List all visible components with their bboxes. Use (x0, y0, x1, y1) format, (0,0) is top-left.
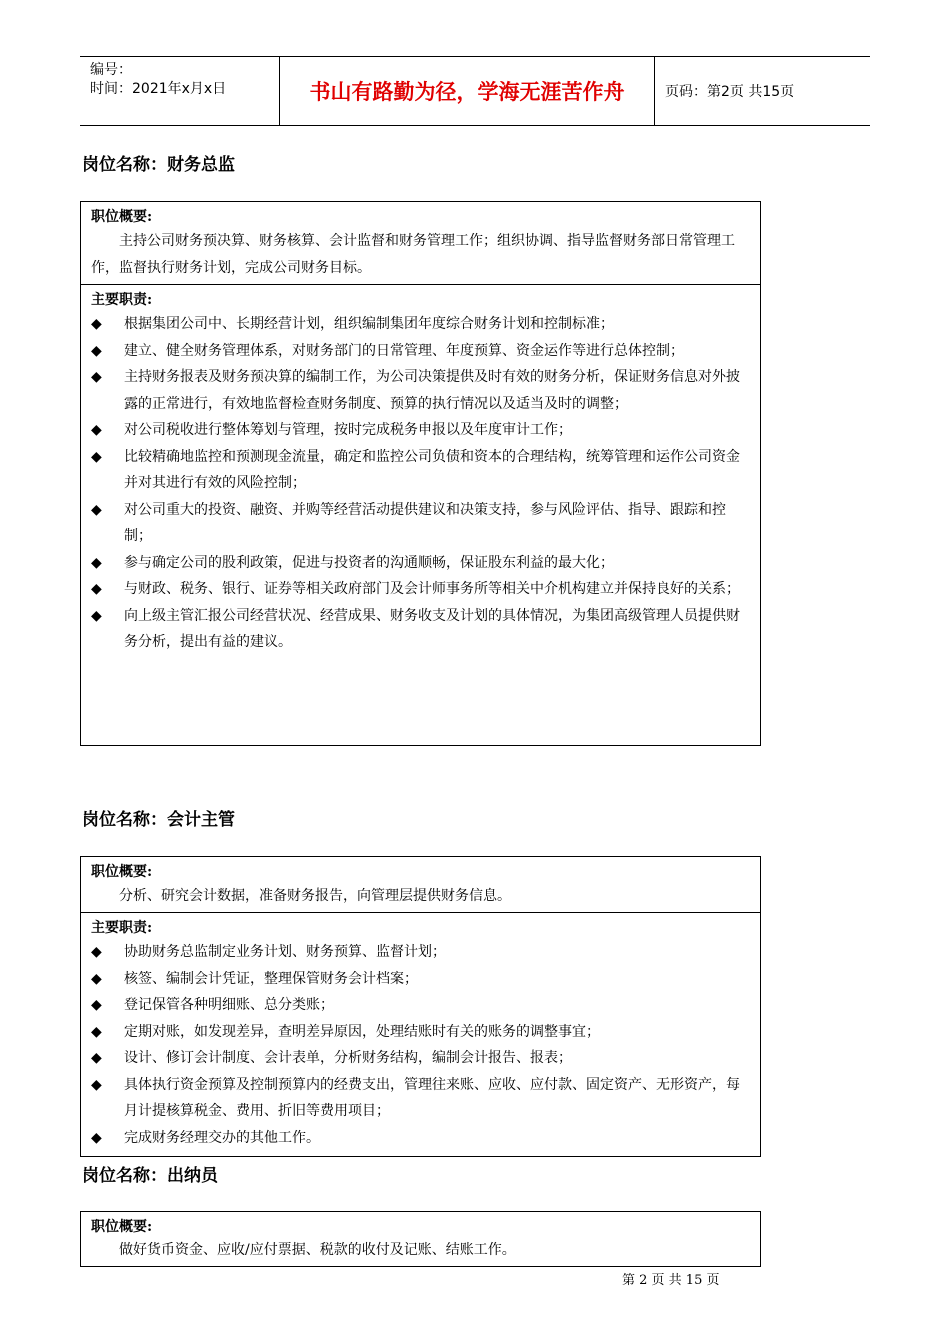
position-box (80, 1211, 761, 1267)
diamond-bullet-icon: ◆ (91, 1076, 102, 1093)
overview-label: 职位概要: (91, 864, 153, 880)
overview-label: 职位概要: (91, 1219, 153, 1235)
diamond-bullet-icon: ◆ (91, 1129, 102, 1146)
overview-section (81, 857, 760, 912)
duty-item: ◆ 协助财务总监制定业务计划、财务预算、监督计划； (91, 939, 750, 966)
duty-item: ◆ 比较精确地监控和预测现金流量，确定和监控公司负债和资本的合理结构，统筹管理和运作公司资金并对其进行有效的风险控制； (91, 444, 750, 497)
diamond-bullet-icon: ◆ (91, 1023, 102, 1040)
page-header (80, 56, 870, 126)
duty-item: ◆ 定期对账，如发现差异，查明差异原因，处理结账时有关的账务的调整事宜； (91, 1019, 750, 1046)
duty-item: ◆ 根据集团公司中、长期经营计划，组织编制集团年度综合财务计划和控制标准； (91, 311, 750, 338)
overview-text: 分析、研究会计数据，准备财务报告，向管理层提供财务信息。 (119, 888, 511, 904)
duties-section (81, 912, 760, 1153)
position-box (80, 856, 761, 1157)
overview-text: 做好货币资金、应收/应付票据、税款的收付及记账、结账工作。 (119, 1242, 516, 1258)
duty-item: ◆ 与财政、税务、银行、证券等相关政府部门及会计师事务所等相关中介机构建立并保持良好的关系； (91, 576, 750, 603)
diamond-bullet-icon: ◆ (91, 1050, 102, 1066)
diamond-bullet-icon: ◆ (91, 422, 102, 438)
duty-item: ◆ 完成财务经理交办的其他工作。 (91, 1125, 750, 1152)
page-footer: 第 2 页 共 15 页 (622, 1273, 720, 1288)
position-title: 岗位名称：会计主管 (82, 810, 235, 830)
diamond-bullet-icon: ◆ (91, 501, 102, 518)
overview-label: 职位概要: (91, 209, 153, 225)
overview-text: 主持公司财务预决算、财务核算、会计监督和财务管理工作；组织协调、指导监督财务部日常管理工作，监督执行财务计划，完成公司财务目标。 (91, 233, 735, 276)
position-box (80, 201, 761, 746)
diamond-bullet-icon: ◆ (91, 316, 102, 332)
diamond-bullet-icon: ◆ (91, 554, 102, 571)
duties-label: 主要职责: (91, 292, 153, 308)
diamond-bullet-icon: ◆ (91, 369, 102, 385)
diamond-bullet-icon: ◆ (91, 448, 102, 465)
duty-item: ◆ 向上级主管汇报公司经营状况、经营成果、财务收支及计划的具体情况，为集团高级管理人员提供财务分析，提出有益的建议。 (91, 603, 750, 656)
diamond-bullet-icon: ◆ (91, 944, 102, 960)
serial-label: 编号： (90, 62, 132, 78)
diamond-bullet-icon: ◆ (91, 997, 102, 1013)
duty-item: ◆ 建立、健全财务管理体系，对财务部门的日常管理、年度预算、资金运作等进行总体控制； (91, 338, 750, 365)
diamond-bullet-icon: ◆ (91, 970, 102, 987)
position-title: 岗位名称：出纳员 (82, 1166, 218, 1186)
time-label: 时间：2021年x月x日 (90, 81, 227, 97)
header-page-label: 页码：第2页 共15页 (665, 84, 795, 100)
duties-label: 主要职责: (91, 920, 153, 936)
diamond-bullet-icon: ◆ (91, 607, 102, 624)
duty-item: ◆ 核签、编制会计凭证，整理保管财务会计档案； (91, 966, 750, 993)
position-title: 岗位名称：财务总监 (82, 155, 235, 175)
duty-item: ◆ 主持财务报表及财务预决算的编制工作，为公司决策提供及时有效的财务分析，保证财务信息对外披露的正常进行，有效地监督检查财务制度、预算的执行情况以及适当及时的调整； (91, 364, 750, 417)
header-motto: 书山有路勤为径，学海无涯苦作舟 (280, 57, 655, 125)
overview-section (81, 202, 760, 284)
duty-item: ◆ 设计、修订会计制度、会计表单，分析财务结构，编制会计报告、报表； (91, 1045, 750, 1072)
duty-item: ◆ 参与确定公司的股利政策，促进与投资者的沟通顺畅，保证股东利益的最大化； (91, 550, 750, 577)
duty-item: ◆ 对公司税收进行整体筹划与管理，按时完成税务申报以及年度审计工作； (91, 417, 750, 444)
overview-section (81, 1212, 760, 1264)
duty-item: ◆ 具体执行资金预算及控制预算内的经费支出，管理往来账、应收、应付款、固定资产、无形资产，每月计提核算税金、费用、折旧等费用项目； (91, 1072, 750, 1125)
header-meta (80, 57, 280, 125)
duties-section (81, 284, 760, 658)
diamond-bullet-icon: ◆ (91, 342, 102, 359)
duty-item: ◆ 对公司重大的投资、融资、并购等经营活动提供建议和决策支持，参与风险评估、指导、跟踪和控制； (91, 497, 750, 550)
duty-item: ◆ 登记保管各种明细账、总分类账； (91, 992, 750, 1019)
diamond-bullet-icon: ◆ (91, 581, 102, 597)
